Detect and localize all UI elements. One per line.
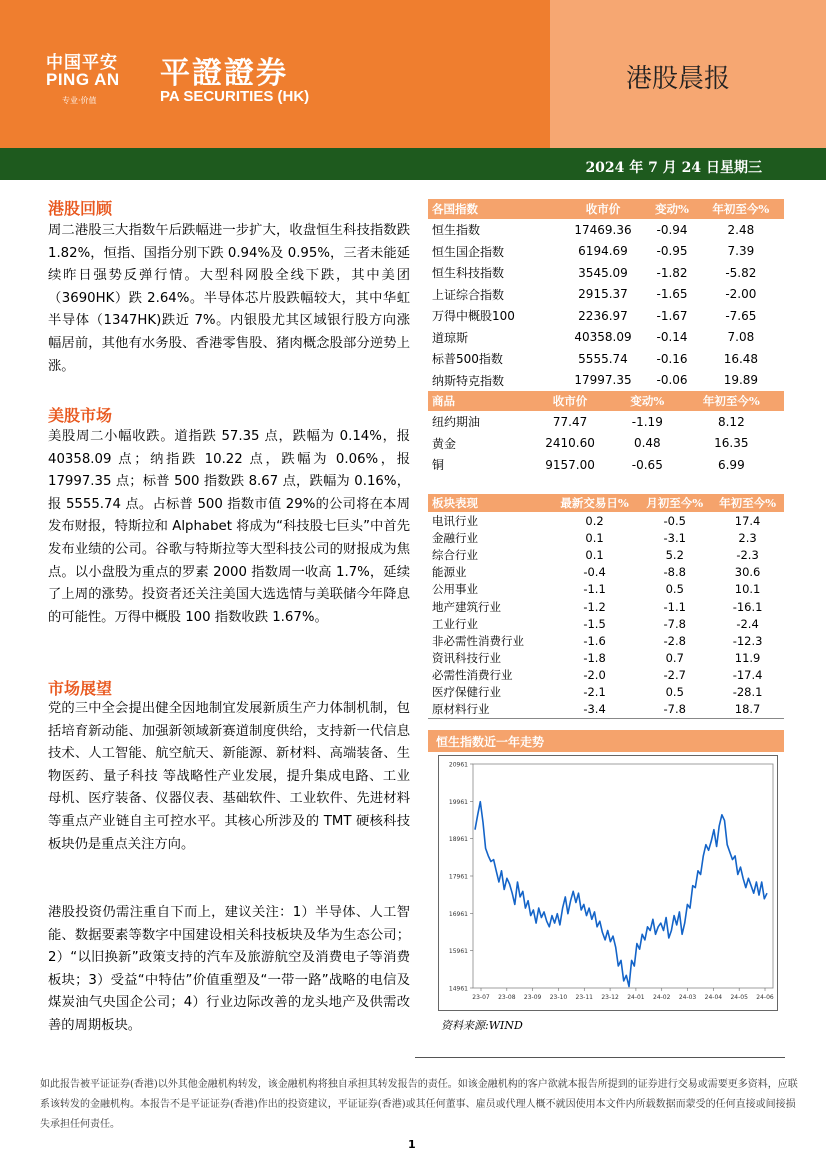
row-value: -0.95 bbox=[656, 244, 688, 259]
row-value: 2410.60 bbox=[545, 436, 595, 451]
x-tick-label: 23-08 bbox=[498, 994, 516, 1001]
row-label: 黄金 bbox=[432, 436, 457, 451]
row-value: -2.1 bbox=[583, 685, 606, 700]
row-value: -0.5 bbox=[663, 513, 686, 528]
disclaimer: 如此报告被平证证券(香港)以外其他金融机构转发，该金融机构将独自承担其转发报告的责任。如该金融机构的客户欲就本报告所提到的证券进行交易或需要更多资料，应联系该转发的金融机构。本报告不是平证证券(香港)作出的投资建议，平证证券(香港)或其任何董事、雇员或代理人概不就因使用本文件内所载数据而蒙受的任何直接或间接损失承担任何责任。 bbox=[40, 1079, 798, 1130]
row-value: 5.2 bbox=[665, 547, 684, 562]
commodity-header-close: 收市价 bbox=[524, 391, 616, 411]
row-value: -0.65 bbox=[631, 457, 663, 472]
row-label: 必需性消费行业 bbox=[432, 668, 513, 683]
row-value: 2.48 bbox=[727, 222, 755, 237]
table-row bbox=[428, 512, 784, 529]
row-value: 2.3 bbox=[738, 530, 757, 545]
row-value: -0.16 bbox=[656, 351, 688, 366]
row-label: 纽约期油 bbox=[432, 415, 481, 430]
row-value: 3545.09 bbox=[578, 265, 628, 280]
row-value: -5.82 bbox=[725, 265, 757, 280]
plot-area bbox=[473, 764, 773, 988]
row-value: 10.1 bbox=[734, 582, 761, 597]
row-value: -1.1 bbox=[663, 599, 686, 614]
sector-table bbox=[428, 494, 784, 719]
row-label: 上证综合指数 bbox=[432, 287, 505, 302]
row-label: 纳斯特克指数 bbox=[432, 373, 505, 388]
row-value: 6194.69 bbox=[578, 244, 628, 259]
row-label: 恒生科技指数 bbox=[432, 266, 505, 281]
table-row bbox=[428, 632, 784, 649]
row-value: -0.14 bbox=[656, 330, 688, 345]
table-row bbox=[428, 241, 784, 263]
y-tick-label: 16961 bbox=[448, 910, 468, 918]
outlook-text-2: 港股投资仍需注重自下而上，建议关注：1）半导体、人工智能、数据要素等数字中国建设相关科技板块及华为生态公司；2）“以旧换新”政策支持的汽车及旅游航空及消费电子等消费板块；3）受益“中特估”价值重塑及“一带一路”战略的电信及煤炭油气央国企公司；4）行业边际改善的龙头地产及供需改善的周期板块。 bbox=[48, 905, 410, 1033]
x-tick-label: 23-09 bbox=[523, 994, 542, 1001]
row-value: 0.48 bbox=[633, 436, 661, 451]
hsi-series-line bbox=[475, 802, 767, 987]
row-value: -1.1 bbox=[583, 582, 606, 597]
row-label: 资讯科技行业 bbox=[432, 651, 501, 666]
pingan-logo-text: 中国平安 bbox=[46, 53, 118, 73]
report-date: 2024 年 7 月 24 日星期三 bbox=[585, 160, 762, 176]
row-value: 19.89 bbox=[723, 373, 759, 388]
commodity-header-name: 商品 bbox=[428, 391, 524, 411]
row-value: -1.5 bbox=[583, 616, 606, 631]
row-value: -2.00 bbox=[725, 287, 757, 302]
row-value: -1.82 bbox=[656, 265, 688, 280]
row-value: -2.8 bbox=[663, 633, 686, 648]
footer-divider bbox=[415, 1057, 785, 1058]
row-value: -1.19 bbox=[631, 414, 663, 429]
table-row bbox=[428, 219, 784, 241]
table-row bbox=[428, 327, 784, 349]
y-tick-label: 20961 bbox=[448, 761, 468, 769]
table-row bbox=[428, 262, 784, 284]
sector-header-name: 板块表现 bbox=[428, 494, 551, 512]
x-tick-label: 24-06 bbox=[756, 994, 774, 1001]
row-value: 16.48 bbox=[723, 351, 759, 366]
table-row bbox=[428, 370, 784, 392]
x-tick-label: 23-11 bbox=[575, 994, 593, 1001]
row-label: 标普500指数 bbox=[432, 352, 503, 367]
row-value: -8.8 bbox=[663, 565, 686, 580]
row-value: 0.2 bbox=[585, 513, 604, 528]
row-label: 恒生指数 bbox=[432, 223, 481, 238]
commodity-header-change: 变动% bbox=[616, 391, 679, 411]
y-tick-label: 19961 bbox=[448, 798, 468, 806]
index-header-ytd: 年初至今% bbox=[698, 199, 784, 219]
pingan-logo-en: PING AN bbox=[46, 70, 120, 89]
section-title-hk-review: 港股回顾 bbox=[48, 199, 113, 218]
us-market-text: 美股周二小幅收跌。道指跌 57.35 点，跌幅为 0.14%，报 40358.09 点；纳指跌 10.22 点，跌幅为 0.06%，报 17997.35 点；标普 500 指数跌 8.67 点，跌幅为 0.16%，报 5555.74 点。占标普 500 指数市值 29%的公司将在本周发布财报，特斯拉和 Alphabet 将成为“科技股七巨头”中首先发布业绩的公司。谷歌与特斯拉等大型科技公司的财报成为焦点。以小盘股为重点的罗素 2000 指数周一收高 1.7%，延续了上周的涨势。投资者还关注美国大选选情与美联储今年降息的可能性。万得中概股 100 指数收跌 1.67%。 bbox=[48, 429, 410, 625]
row-label: 医疗保健行业 bbox=[432, 685, 501, 700]
row-value: -17.4 bbox=[732, 668, 763, 683]
commodity-header-ytd: 年初至今% bbox=[679, 391, 784, 411]
hsi-line-chart bbox=[439, 756, 777, 1010]
row-value: 17.4 bbox=[734, 513, 761, 528]
chart-source: 资料来源:WIND bbox=[441, 1019, 523, 1032]
row-value: -7.8 bbox=[663, 616, 686, 631]
outlook-text-1: 党的三中全会提出健全因地制宜发展新质生产力体制机制，包括培育新动能、加强新领域新赛道制度供给，支持新一代信息技术、人工智能、航空航天、新能源、新材料、高端装备、生物医药、量子科技 等战略性产业发展，提升集成电路、工业母机、医疗装备、仪器仪表、基础软件、工业软件、先进材料 等重点产业链自主可控水平。其核心所涉及的 TMT 硬核科技板块仍是重点关注方向。 bbox=[48, 701, 410, 852]
row-value: -1.67 bbox=[656, 308, 688, 323]
x-tick-label: 24-03 bbox=[678, 994, 697, 1001]
row-value: -0.4 bbox=[583, 565, 606, 580]
table-row bbox=[428, 581, 784, 598]
hk-review-text: 周二港股三大指数午后跌幅进一步扩大，收盘恒生科技指数跌 1.82%，恒指、国指分别下跌 0.94%及 0.95%，三者未能延续昨日强势反弹行情。大型科网股全线下跌，其中美团（3690HK）跌 2.64%。半导体芯片股跌幅较大，其中华虹半导体（1347HK)跌近 7%。内银股尤其区域银行股方向涨幅居前，其他有水务股、香港零售股、猪肉概念股部分逆势上涨。 bbox=[48, 223, 410, 374]
row-value: 17469.36 bbox=[574, 222, 632, 237]
table-row bbox=[428, 305, 784, 327]
row-value: -1.65 bbox=[656, 287, 688, 302]
row-value: -28.1 bbox=[732, 685, 763, 700]
x-tick-label: 24-05 bbox=[730, 994, 748, 1001]
x-tick-label: 24-02 bbox=[653, 994, 671, 1001]
table-row bbox=[428, 650, 784, 667]
row-value: -7.65 bbox=[725, 308, 757, 323]
table-row bbox=[428, 667, 784, 684]
commodity-table bbox=[428, 391, 784, 476]
row-value: 77.47 bbox=[552, 414, 588, 429]
row-value: 16.35 bbox=[714, 436, 749, 451]
row-value: 2236.97 bbox=[578, 308, 628, 323]
y-tick-label: 17961 bbox=[448, 873, 468, 881]
row-value: 17997.35 bbox=[574, 373, 632, 388]
row-value: 30.6 bbox=[734, 565, 761, 580]
page-number: 1 bbox=[408, 1138, 416, 1151]
row-label: 公用事业 bbox=[432, 582, 478, 597]
row-value: -2.0 bbox=[583, 668, 606, 683]
row-value: -0.06 bbox=[656, 373, 688, 388]
row-value: 11.9 bbox=[734, 651, 761, 666]
index-header-close: 收市价 bbox=[560, 199, 647, 219]
x-tick-label: 24-01 bbox=[627, 994, 645, 1001]
logo-tagline: 专业·价值 bbox=[62, 96, 97, 105]
row-value: -3.1 bbox=[663, 530, 686, 545]
table-row bbox=[428, 284, 784, 306]
section-title-outlook: 市场展望 bbox=[48, 679, 113, 698]
row-value: -2.3 bbox=[736, 547, 759, 562]
row-value: 0.7 bbox=[665, 651, 684, 666]
table-row bbox=[428, 546, 784, 563]
y-tick-label: 18961 bbox=[448, 836, 468, 844]
table-row bbox=[428, 411, 784, 433]
row-value: -16.1 bbox=[732, 599, 763, 614]
row-value: -2.7 bbox=[663, 668, 686, 683]
table-row bbox=[428, 529, 784, 546]
index-header-name: 各国指数 bbox=[428, 199, 560, 219]
y-tick-label: 15961 bbox=[448, 948, 468, 956]
row-label: 工业行业 bbox=[432, 616, 478, 631]
section-title-us-market: 美股市场 bbox=[48, 406, 113, 425]
hsi-chart-frame bbox=[438, 755, 778, 1011]
table-row bbox=[428, 454, 784, 476]
row-label: 恒生国企指数 bbox=[432, 244, 505, 259]
row-label: 铜 bbox=[432, 458, 445, 473]
row-value: 9157.00 bbox=[545, 457, 595, 472]
row-value: -12.3 bbox=[732, 633, 763, 648]
row-value: 0.5 bbox=[665, 685, 684, 700]
row-value: -7.8 bbox=[663, 702, 686, 717]
row-label: 能源业 bbox=[432, 565, 467, 580]
brand-name-en: PA SECURITIES (HK) bbox=[160, 88, 310, 105]
table-row bbox=[428, 598, 784, 615]
row-value: 8.12 bbox=[717, 414, 745, 429]
sector-header-latest: 最新交易日% bbox=[551, 494, 639, 512]
index-table bbox=[428, 199, 784, 391]
report-title: 港股晨报 bbox=[626, 64, 731, 94]
sector-header-mtd: 月初至今% bbox=[638, 494, 711, 512]
row-value: 40358.09 bbox=[574, 330, 632, 345]
table-row bbox=[428, 701, 784, 718]
x-tick-label: 24-04 bbox=[704, 994, 723, 1001]
row-value: -1.8 bbox=[583, 651, 606, 666]
row-label: 金融行业 bbox=[432, 530, 478, 545]
table-row bbox=[428, 684, 784, 701]
row-label: 非必需性消费行业 bbox=[432, 633, 524, 648]
row-value: -1.6 bbox=[583, 633, 606, 648]
row-value: 0.1 bbox=[585, 530, 604, 545]
table-row bbox=[428, 615, 784, 632]
brand-name-zh: 平證證券 bbox=[160, 56, 288, 91]
row-label: 综合行业 bbox=[432, 547, 478, 562]
chart-title: 恒生指数近一年走势 bbox=[428, 730, 784, 752]
row-value: -0.94 bbox=[656, 222, 688, 237]
x-tick-label: 23-07 bbox=[472, 994, 490, 1001]
table-row bbox=[428, 433, 784, 455]
row-label: 地产建筑行业 bbox=[432, 599, 501, 614]
x-tick-label: 23-10 bbox=[549, 994, 568, 1001]
sector-header-ytd: 年初至今% bbox=[711, 494, 784, 512]
row-value: 2915.37 bbox=[578, 287, 628, 302]
row-value: 7.39 bbox=[727, 244, 755, 259]
row-label: 万得中概股100 bbox=[432, 309, 515, 324]
row-value: -1.2 bbox=[583, 599, 606, 614]
row-value: 7.08 bbox=[727, 330, 755, 345]
row-value: -2.4 bbox=[736, 616, 759, 631]
index-header-change: 变动% bbox=[646, 199, 697, 219]
row-value: 5555.74 bbox=[578, 351, 628, 366]
x-tick-label: 23-12 bbox=[601, 994, 619, 1001]
row-label: 道琼斯 bbox=[432, 330, 469, 345]
row-value: -3.4 bbox=[583, 702, 606, 717]
row-value: 18.7 bbox=[734, 702, 761, 717]
row-value: 6.99 bbox=[717, 457, 745, 472]
row-label: 电讯行业 bbox=[432, 513, 478, 528]
row-value: 0.5 bbox=[665, 582, 684, 597]
y-tick-label: 14961 bbox=[448, 985, 468, 993]
row-value: 0.1 bbox=[585, 547, 604, 562]
table-row bbox=[428, 348, 784, 370]
table-row bbox=[428, 564, 784, 581]
row-label: 原材料行业 bbox=[432, 702, 490, 717]
